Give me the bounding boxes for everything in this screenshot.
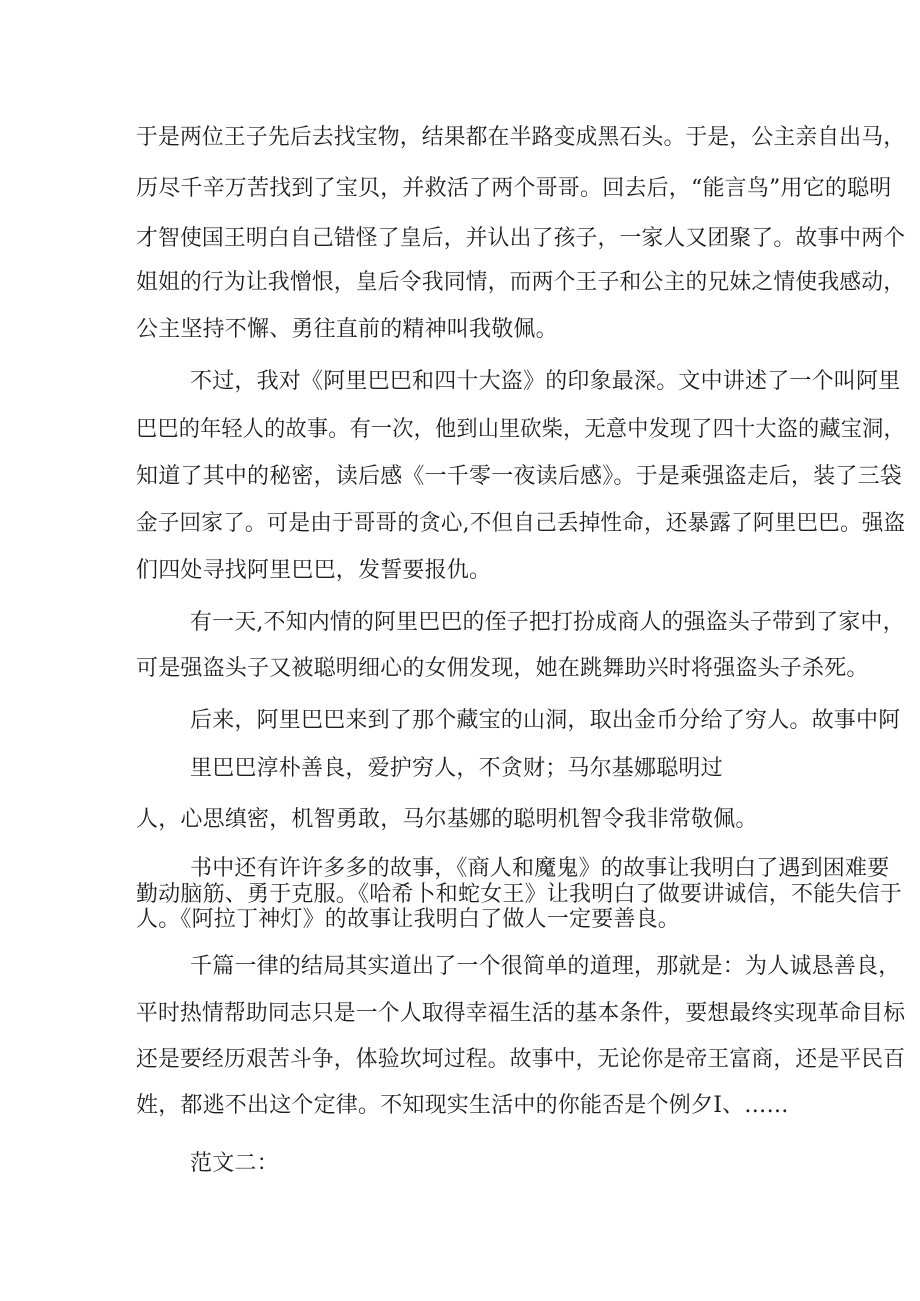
text-line: 人。《阿拉丁神灯》的故事让我明白了做人一定要善良。: [136, 907, 681, 932]
paragraph-first-line: 不过，我对《阿里巴巴和四十大盗》的印象最深。文中讲述了一个叫阿里: [190, 369, 901, 394]
text-line: 勤动脑筋、勇于克服。《哈希卜和蛇女王》让我明白了做要讲诚信，不能失信于: [136, 882, 903, 907]
text-line: 里巴巴淳朴善良，爱护穷人，不贪财；马尔基娜聪明过: [190, 756, 723, 781]
paragraph-first-line: 书中还有许许多多的故事，《商人和魔鬼》的故事让我明白了遇到困难要: [190, 856, 890, 881]
text-line: 才智使国王明白自己错怪了皇后，并认出了孩子，一家人又团聚了。故事中两个: [136, 226, 906, 251]
text-line: 们四处寻找阿里巴巴，发誓要报仇。: [136, 558, 492, 583]
text-line: 人，心思缜密，机智勇敢，马尔基娜的聪明机智令我非常敬佩。: [136, 807, 758, 832]
text-line: 平时热情帮助同志只是一个人取得幸福生活的基本条件，要想最终实现革命目标: [136, 1001, 906, 1026]
text-line: 可是强盗头子又被聪明细心的女佣发现，她在跳舞助兴时将强盗头子杀死。: [136, 656, 869, 681]
paragraph-first-line: 千篇一律的结局其实道出了一个很简单的道理，那就是：为人诚恳善良，: [190, 954, 901, 979]
text-line: 公主坚持不懈、勇往直前的精神叫我敬佩。: [136, 317, 558, 342]
paragraph-first-line: 有一天,不知内情的阿里巴巴的侄子把打扮成商人的强盗头子带到了家中，: [190, 610, 905, 635]
text-line: 巴巴的年轻人的故事。有一次，他到山里砍柴，无意中发现了四十大盗的藏宝洞，: [136, 417, 905, 442]
paragraph-first-line: 后来，阿里巴巴来到了那个藏宝的山洞，取出金币分给了穷人。故事中阿: [190, 708, 901, 733]
text-line: 于是两位王子先后去找宝物，结果都在半路变成黑石头。于是，公主亲自出马，: [136, 125, 906, 150]
text-line: 知道了其中的秘密，读后感《一千零一夜读后感》。于是乘强盗走后，装了三袋: [136, 464, 903, 489]
text-line: 金子回家了。可是由于哥哥的贪心,不但自己丢掉性命，还暴露了阿里巴巴。强盗: [136, 511, 906, 536]
text-line: 历尽千辛万苦找到了宝贝，并救活了两个哥哥。回去后，“能言鸟”用它的聪明: [136, 176, 892, 201]
text-line: 姐姐的行为让我憎恨，皇后令我同情，而两个王子和公主的兄妹之情使我感动，: [136, 270, 906, 295]
text-line: 还是要经历艰苦斗争，体验坎坷过程。故事中，无论你是帝王富商，还是平民百: [136, 1047, 906, 1072]
text-line: 姓，都逃不出这个定律。不知现实生活中的你能否是个例夕I、……: [136, 1093, 789, 1118]
section-heading: 范文二：: [190, 1151, 279, 1176]
